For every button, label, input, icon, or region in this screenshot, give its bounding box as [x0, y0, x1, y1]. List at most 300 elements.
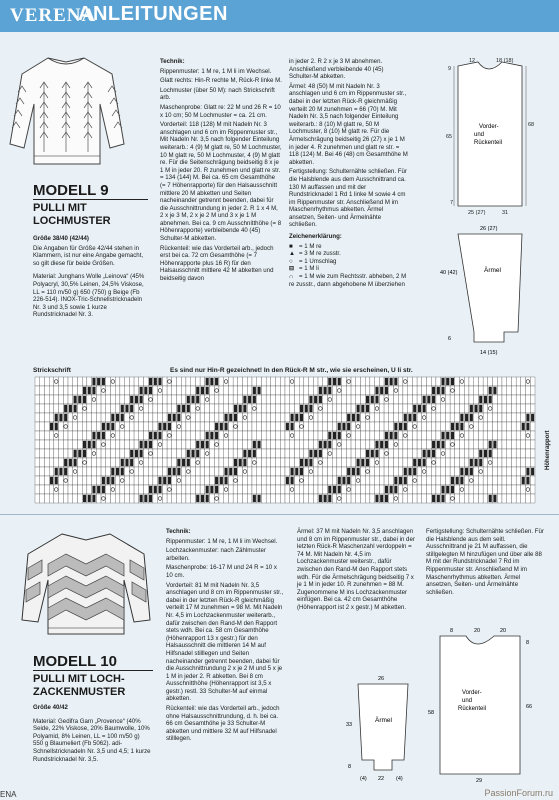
chart-knit-mark — [130, 405, 133, 412]
dim-label: 18 (18) — [496, 58, 514, 64]
chart-cell — [469, 485, 474, 494]
chart-left-label: Strickschrift — [33, 367, 71, 374]
chart-cell — [384, 404, 389, 413]
chart-knit-mark — [140, 387, 143, 394]
chart-cell — [393, 413, 398, 422]
chart-cell — [59, 395, 64, 404]
chart-cell — [375, 467, 380, 476]
chart-cell — [441, 422, 446, 431]
chart-cell — [252, 467, 257, 476]
chart-cell — [502, 431, 507, 440]
chart-cell — [44, 485, 49, 494]
chart-cell — [219, 458, 224, 467]
legend-text: = 1 M li — [299, 265, 319, 273]
chart-cell — [191, 458, 196, 467]
chart-cell — [455, 395, 460, 404]
paragraph: Rippenmuster: 1 M re, 1 M li im Wechsel. — [166, 537, 278, 545]
chart-cell — [228, 494, 233, 503]
chart-cell — [511, 494, 516, 503]
chart-knit-mark — [489, 495, 492, 502]
chart-cell — [342, 386, 347, 395]
chart-cell — [261, 485, 266, 494]
chart-cell — [247, 377, 252, 386]
chart-cell — [478, 485, 483, 494]
chart-cell — [474, 449, 479, 458]
chart-knit-mark — [182, 459, 185, 466]
chart-cell — [521, 386, 526, 395]
chart-knit-mark — [314, 396, 317, 403]
chart-cell — [280, 377, 285, 386]
chart-knit-mark — [173, 414, 176, 421]
chart-cell — [261, 458, 266, 467]
chart-knit-mark — [248, 396, 251, 403]
chart-cell — [389, 440, 394, 449]
chart-cell — [365, 422, 370, 431]
chart-cell — [398, 431, 403, 440]
chart-cell — [49, 485, 54, 494]
chart-cell — [172, 449, 177, 458]
chart-cell — [96, 395, 101, 404]
chart-cell — [261, 386, 266, 395]
chart-cell — [412, 449, 417, 458]
chart-knit-mark — [92, 387, 95, 394]
chart-cell — [389, 422, 394, 431]
chart-cell — [427, 440, 432, 449]
chart-knit-mark — [97, 378, 100, 385]
dim-label: 12 — [469, 58, 476, 64]
chart-cell — [483, 485, 488, 494]
chart-knit-mark — [88, 495, 91, 502]
chart-knit-mark — [413, 468, 416, 475]
chart-cell — [474, 440, 479, 449]
chart-cell — [455, 467, 460, 476]
chart-cell — [346, 440, 351, 449]
chart-knit-mark — [243, 459, 246, 466]
chart-cell — [455, 485, 460, 494]
chart-knit-mark — [474, 459, 477, 466]
chart-cell — [521, 449, 526, 458]
chart-knit-mark — [253, 450, 256, 457]
chart-cell — [238, 449, 243, 458]
chart-cell — [304, 422, 309, 431]
chart-cell — [191, 476, 196, 485]
chart-cell — [445, 440, 450, 449]
chart-cell — [59, 476, 64, 485]
chart-cell — [469, 431, 474, 440]
chart-cell — [228, 377, 233, 386]
chart-cell — [101, 395, 106, 404]
paragraph: Ärmel: 37 M mit Nadeln Nr. 3,5 anschlagen und 8 cm im Rippenmuster str., dabei in der letzten Rück-R Maschenzahl verdoppeln = 74 M. Mit Nadeln Nr. 4,5 im Lochzackenmuster weiterstr., dafür zwischen den Rand-M den Rapport stets wdh. Für die Ärmelschrägung beidseitig 7 x je 1 M in jeder 10. R zunehmen = 88 M. Zugenommene M ins Lochzackenmuster einfügen. Bei ca. 42 cm Gesamthöhe (Höhenrapport ist 2 x gestr.) M abketten. — [297, 528, 415, 611]
chart-cell — [398, 404, 403, 413]
chart-knit-mark — [196, 396, 199, 403]
chart-knit-mark — [418, 459, 421, 466]
chart-knit-mark — [234, 459, 237, 466]
chart-cell — [370, 485, 375, 494]
chart-cell — [40, 485, 45, 494]
chart-cell — [445, 458, 450, 467]
chart-cell — [464, 476, 469, 485]
chart-cell — [408, 494, 413, 503]
model10-sleeve-diagram — [340, 672, 426, 784]
chart-knit-mark — [121, 414, 124, 421]
chart-cell — [143, 395, 148, 404]
chart-cell — [521, 377, 526, 386]
chart-cell — [276, 395, 281, 404]
chart-cell — [304, 494, 309, 503]
chart-knit-mark — [291, 423, 294, 430]
chart-cell — [478, 431, 483, 440]
chart-cell — [125, 431, 130, 440]
chart-cell — [247, 431, 252, 440]
chart-cell — [233, 494, 238, 503]
dim-label: 26 — [378, 676, 385, 682]
chart-cell — [526, 404, 531, 413]
chart-knit-mark — [97, 486, 100, 493]
chart-cell — [511, 449, 516, 458]
chart-cell — [191, 413, 196, 422]
chart-cell — [450, 395, 455, 404]
chart-cell — [403, 494, 408, 503]
chart-cell — [332, 449, 337, 458]
chart-knit-mark — [347, 468, 350, 475]
chart-cell — [318, 485, 323, 494]
chart-knit-mark — [413, 414, 416, 421]
chart-cell — [172, 476, 177, 485]
chart-cell — [125, 467, 130, 476]
chart-knit-mark — [319, 441, 322, 448]
chart-knit-mark — [215, 378, 218, 385]
chart-cell — [210, 467, 215, 476]
chart-cell — [59, 494, 64, 503]
chart-cell — [59, 404, 64, 413]
chart-knit-mark — [149, 378, 152, 385]
chart-cell — [389, 476, 394, 485]
chart-cell — [323, 431, 328, 440]
chart-knit-mark — [55, 423, 58, 430]
chart-cell — [82, 422, 87, 431]
chart-cell — [304, 377, 309, 386]
chart-knit-mark — [248, 450, 251, 457]
chart-cell — [177, 440, 182, 449]
chart-knit-mark — [522, 423, 525, 430]
paragraph: Maschenprobe: Glatt re: 22 M und 26 R = 10 x 10 cm; 50 M Lochmuster = ca. 21 cm. — [160, 103, 281, 119]
front-label-1: Vorder- — [462, 690, 482, 696]
chart-cell — [228, 386, 233, 395]
chart-knit-mark — [74, 450, 77, 457]
chart-cell — [412, 386, 417, 395]
chart-cell — [342, 494, 347, 503]
chart-cell — [125, 395, 130, 404]
chart-cell — [360, 377, 365, 386]
chart-knit-mark — [366, 396, 369, 403]
chart-cell — [469, 395, 474, 404]
chart-cell — [323, 404, 328, 413]
chart-cell — [63, 386, 68, 395]
chart-cell — [35, 494, 40, 503]
chart-cell — [181, 377, 186, 386]
chart-cell — [87, 404, 92, 413]
chart-knit-mark — [196, 387, 199, 394]
chart-cell — [332, 386, 337, 395]
chart-knit-mark — [187, 405, 190, 412]
chart-cell — [247, 386, 252, 395]
chart-knit-mark — [390, 432, 393, 439]
chart-cell — [469, 449, 474, 458]
chart-cell — [304, 395, 309, 404]
chart-cell — [323, 449, 328, 458]
chart-cell — [455, 449, 460, 458]
chart-cell — [261, 431, 266, 440]
chart-cell — [507, 449, 512, 458]
chart-cell — [389, 494, 394, 503]
page-header — [0, 0, 559, 32]
paragraph: Fertigstellung: Schulternähte schließen. Für die Halsblende aus dem seitl. Ausschnittrand je 21 M auffassen, die stillgelegten M hinzufügen und über alle 88 M mit der Rundstricknadel 7 Rd im Rippenmuster str. Anschließend M im Maschenrhythmus abketten. Ärmel ansetzen, Seiten- und Ärmelnähte schließen. — [426, 528, 544, 596]
chart-cell — [516, 440, 521, 449]
chart-cell — [238, 467, 243, 476]
chart-cell — [356, 377, 361, 386]
chart-cell — [115, 395, 120, 404]
chart-cell — [483, 440, 488, 449]
chart-cell — [252, 485, 257, 494]
chart-cell — [464, 449, 469, 458]
chart-cell — [379, 377, 384, 386]
chart-cell — [162, 395, 167, 404]
chart-cell — [294, 458, 299, 467]
chart-cell — [181, 440, 186, 449]
chart-cell — [271, 449, 276, 458]
chart-cell — [478, 377, 483, 386]
chart-cell — [351, 386, 356, 395]
chart-cell — [290, 404, 295, 413]
chart-cell — [327, 413, 332, 422]
chart-cell — [40, 413, 45, 422]
chart-knit-mark — [196, 450, 199, 457]
paragraph: Fertigstellung: Schulternähte schließen. Für die Halsblende aus dem Ausschnittrand ca. 130 M auffassen und mit der Rundstricknadel 1 Rd 1 linke M sowie 4 cm im Rippenmuster str. Anschließend M im Maschenrhythmus abketten. Ärmel ansetzen, Seiten- und Ärmelnähte schließen. — [289, 168, 407, 229]
chart-cell — [290, 458, 295, 467]
chart-cell — [502, 476, 507, 485]
chart-cell — [370, 458, 375, 467]
chart-knit-mark — [55, 477, 58, 484]
chart-knit-mark — [470, 414, 473, 421]
chart-cell — [455, 440, 460, 449]
chart-knit-mark — [441, 486, 444, 493]
chart-cell — [228, 476, 233, 485]
chart-cell — [153, 440, 158, 449]
chart-knit-mark — [328, 495, 331, 502]
chart-knit-mark — [357, 468, 360, 475]
chart-cell — [403, 458, 408, 467]
model9-title-rule — [33, 199, 148, 200]
chart-knit-mark — [333, 432, 336, 439]
chart-cell — [134, 413, 139, 422]
chart-cell — [49, 413, 54, 422]
chart-cell — [172, 404, 177, 413]
chart-cell — [158, 395, 163, 404]
chart-cell — [77, 494, 82, 503]
chart-knit-mark — [479, 450, 482, 457]
chart-cell — [195, 485, 200, 494]
chart-cell — [162, 431, 167, 440]
chart-cell — [219, 440, 224, 449]
chart-knit-mark — [102, 432, 105, 439]
chart-knit-mark — [224, 468, 227, 475]
paragraph: Vorderteil: 118 (128) M mit Nadeln Nr. 3 anschlagen und 6 cm im Rippenmuster str., Mit Nadeln Nr. 3,5 nach folgender Einteilung weiterarb.: 4 (9) M glatt re, 50 M Lochmuster, 10 M glatt re, 50 M Lochmuster, 4 (9) M glatt re. Für die Seitenschrägung beidseitig 8 x je 1 M in jeder 20. R zunehmen und glatt re str. = 134 (144) M. Bei ca. 65 cm Gesamthöhe (= 7 Höhenrapporte) für den Halsausschnitt mittlere 20 M abketten und Seiten nacheinander getrennt beenden, dabei für die Ausschnittrundung in jeder 2. R 1 x 4 M, 2 x je 3 M, 2 x je 2 M und 3 x je 1 M abnehmen. Bei ca. 9 cm Ausschnitthöhe (= 8 Höhenrapporte) verbleibende 40 (45) Schulter-M abketten. — [160, 121, 282, 243]
chart-knit-mark — [83, 387, 86, 394]
dim-label: 31 — [502, 210, 509, 216]
chart-cell — [403, 395, 408, 404]
chart-cell — [200, 476, 205, 485]
chart-cell — [243, 431, 248, 440]
chart-knit-mark — [64, 405, 67, 412]
chart-cell — [143, 422, 148, 431]
chart-cell — [356, 440, 361, 449]
chart-knit-mark — [338, 477, 341, 484]
chart-cell — [191, 494, 196, 503]
chart-cell — [87, 431, 92, 440]
chart-cell — [323, 413, 328, 422]
legend-text: = 1 M wie zum Rechtsstr. abheben, 2 M re zusstr., dann abgehobene M überziehen — [289, 273, 407, 288]
chart-knit-mark — [427, 450, 430, 457]
chart-knit-mark — [64, 414, 67, 421]
chart-cell — [205, 422, 210, 431]
dim-label: 65 — [446, 134, 453, 140]
chart-cell — [441, 467, 446, 476]
chart-knit-mark — [210, 432, 213, 439]
chart-cell — [497, 458, 502, 467]
chart-cell — [445, 494, 450, 503]
dim-label: 14 (15) — [480, 350, 498, 356]
model10-size: Größe 40/42 — [33, 704, 68, 711]
chart-cell — [483, 422, 488, 431]
chart-cell — [497, 413, 502, 422]
chart-knit-mark — [526, 423, 529, 430]
section-title: ANLEITUNGEN — [78, 3, 228, 25]
chart-cell — [271, 458, 276, 467]
chart-cell — [110, 494, 115, 503]
chart-cell — [186, 377, 191, 386]
chart-cell — [68, 485, 73, 494]
chart-cell — [412, 431, 417, 440]
chart-cell — [266, 449, 271, 458]
chart-cell — [139, 431, 144, 440]
chart-cell — [44, 458, 49, 467]
chart-cell — [214, 395, 219, 404]
chart-cell — [177, 494, 182, 503]
chart-cell — [115, 485, 120, 494]
chart-knit-mark — [78, 396, 81, 403]
chart-cell — [63, 395, 68, 404]
chart-cell — [389, 413, 394, 422]
chart-cell — [332, 404, 337, 413]
chart-cell — [511, 440, 516, 449]
chart-cell — [398, 413, 403, 422]
chart-cell — [238, 440, 243, 449]
chart-knit-mark — [55, 468, 58, 475]
chart-cell — [134, 458, 139, 467]
chart-cell — [44, 422, 49, 431]
chart-cell — [101, 449, 106, 458]
chart-cell — [507, 476, 512, 485]
chart-knit-mark — [309, 459, 312, 466]
chart-cell — [280, 440, 285, 449]
chart-knit-mark — [121, 405, 124, 412]
chart-cell — [511, 377, 516, 386]
chart-cell — [294, 422, 299, 431]
chart-cell — [488, 431, 493, 440]
chart-cell — [96, 422, 101, 431]
chart-cell — [186, 440, 191, 449]
chart-cell — [436, 467, 441, 476]
chart-cell — [162, 440, 167, 449]
chart-cell — [502, 404, 507, 413]
paragraph: Ärmel: 48 (50) M mit Nadeln Nr. 3 anschlagen und 6 cm im Rippenmuster str., dabei in der letzten Rück-R gleichmäßig verteilt 20 M zunehmen = 66 (70) M. Mit Nadeln Nr. 3,5 nach folgender Einteilung weiterarb.: 8 (10) M glatt re, 50 M Lochmuster, 8 (10) M glatt re. Für die Ärmelschrägung beidseitig 26 (27) x je 1 M in jeder 4. R zunehmen und glatt re str. = 118 (124) M. Bei 46 (48) cm Gesamthöhe M abketten. — [289, 82, 408, 166]
chart-cell — [408, 485, 413, 494]
chart-cell — [422, 476, 427, 485]
chart-knit-mark — [531, 414, 534, 421]
chart-cell — [63, 485, 68, 494]
chart-cell — [294, 404, 299, 413]
chart-cell — [309, 377, 314, 386]
chart-cell — [408, 404, 413, 413]
chart-knit-mark — [319, 495, 322, 502]
chart-cell — [181, 467, 186, 476]
chart-cell — [351, 377, 356, 386]
chart-knit-mark — [121, 459, 124, 466]
chart-cell — [427, 413, 432, 422]
chart-cell — [191, 485, 196, 494]
chart-cell — [219, 377, 224, 386]
chart-cell — [370, 476, 375, 485]
chart-cell — [332, 413, 337, 422]
chart-knit-mark — [135, 396, 138, 403]
chart-cell — [205, 404, 210, 413]
chart-cell — [530, 485, 535, 494]
chart-cell — [200, 485, 205, 494]
chart-cell — [469, 377, 474, 386]
chart-cell — [417, 440, 422, 449]
dim-label: 25 (27) — [468, 210, 486, 216]
chart-cell — [238, 431, 243, 440]
chart-cell — [427, 386, 432, 395]
chart-cell — [106, 395, 111, 404]
chart-knit-mark — [224, 423, 227, 430]
chart-cell — [186, 386, 191, 395]
chart-cell — [365, 476, 370, 485]
chart-knit-mark — [295, 468, 298, 475]
chart-cell — [266, 440, 271, 449]
chart-cell — [125, 386, 130, 395]
chart-cell — [408, 422, 413, 431]
chart-cell — [238, 377, 243, 386]
chart-cell — [181, 422, 186, 431]
chart-cell — [261, 413, 266, 422]
chart-knit-mark — [78, 450, 81, 457]
chart-cell — [360, 395, 365, 404]
chart-cell — [276, 413, 281, 422]
chart-cell — [285, 413, 290, 422]
chart-cell — [304, 467, 309, 476]
chart-cell — [337, 413, 342, 422]
chart-cell — [106, 494, 111, 503]
model9-sleeve-diagram — [418, 222, 548, 362]
chart-cell — [417, 377, 422, 386]
chart-cell — [455, 413, 460, 422]
chart-cell — [125, 449, 130, 458]
chart-cell — [294, 494, 299, 503]
chart-knit-mark — [177, 459, 180, 466]
chart-cell — [417, 395, 422, 404]
model9-size-note: Die Angaben für Größe 42/44 stehen in Klammern, ist nur eine Angabe gemacht, so gilt diese für beide Größen. — [33, 244, 144, 267]
